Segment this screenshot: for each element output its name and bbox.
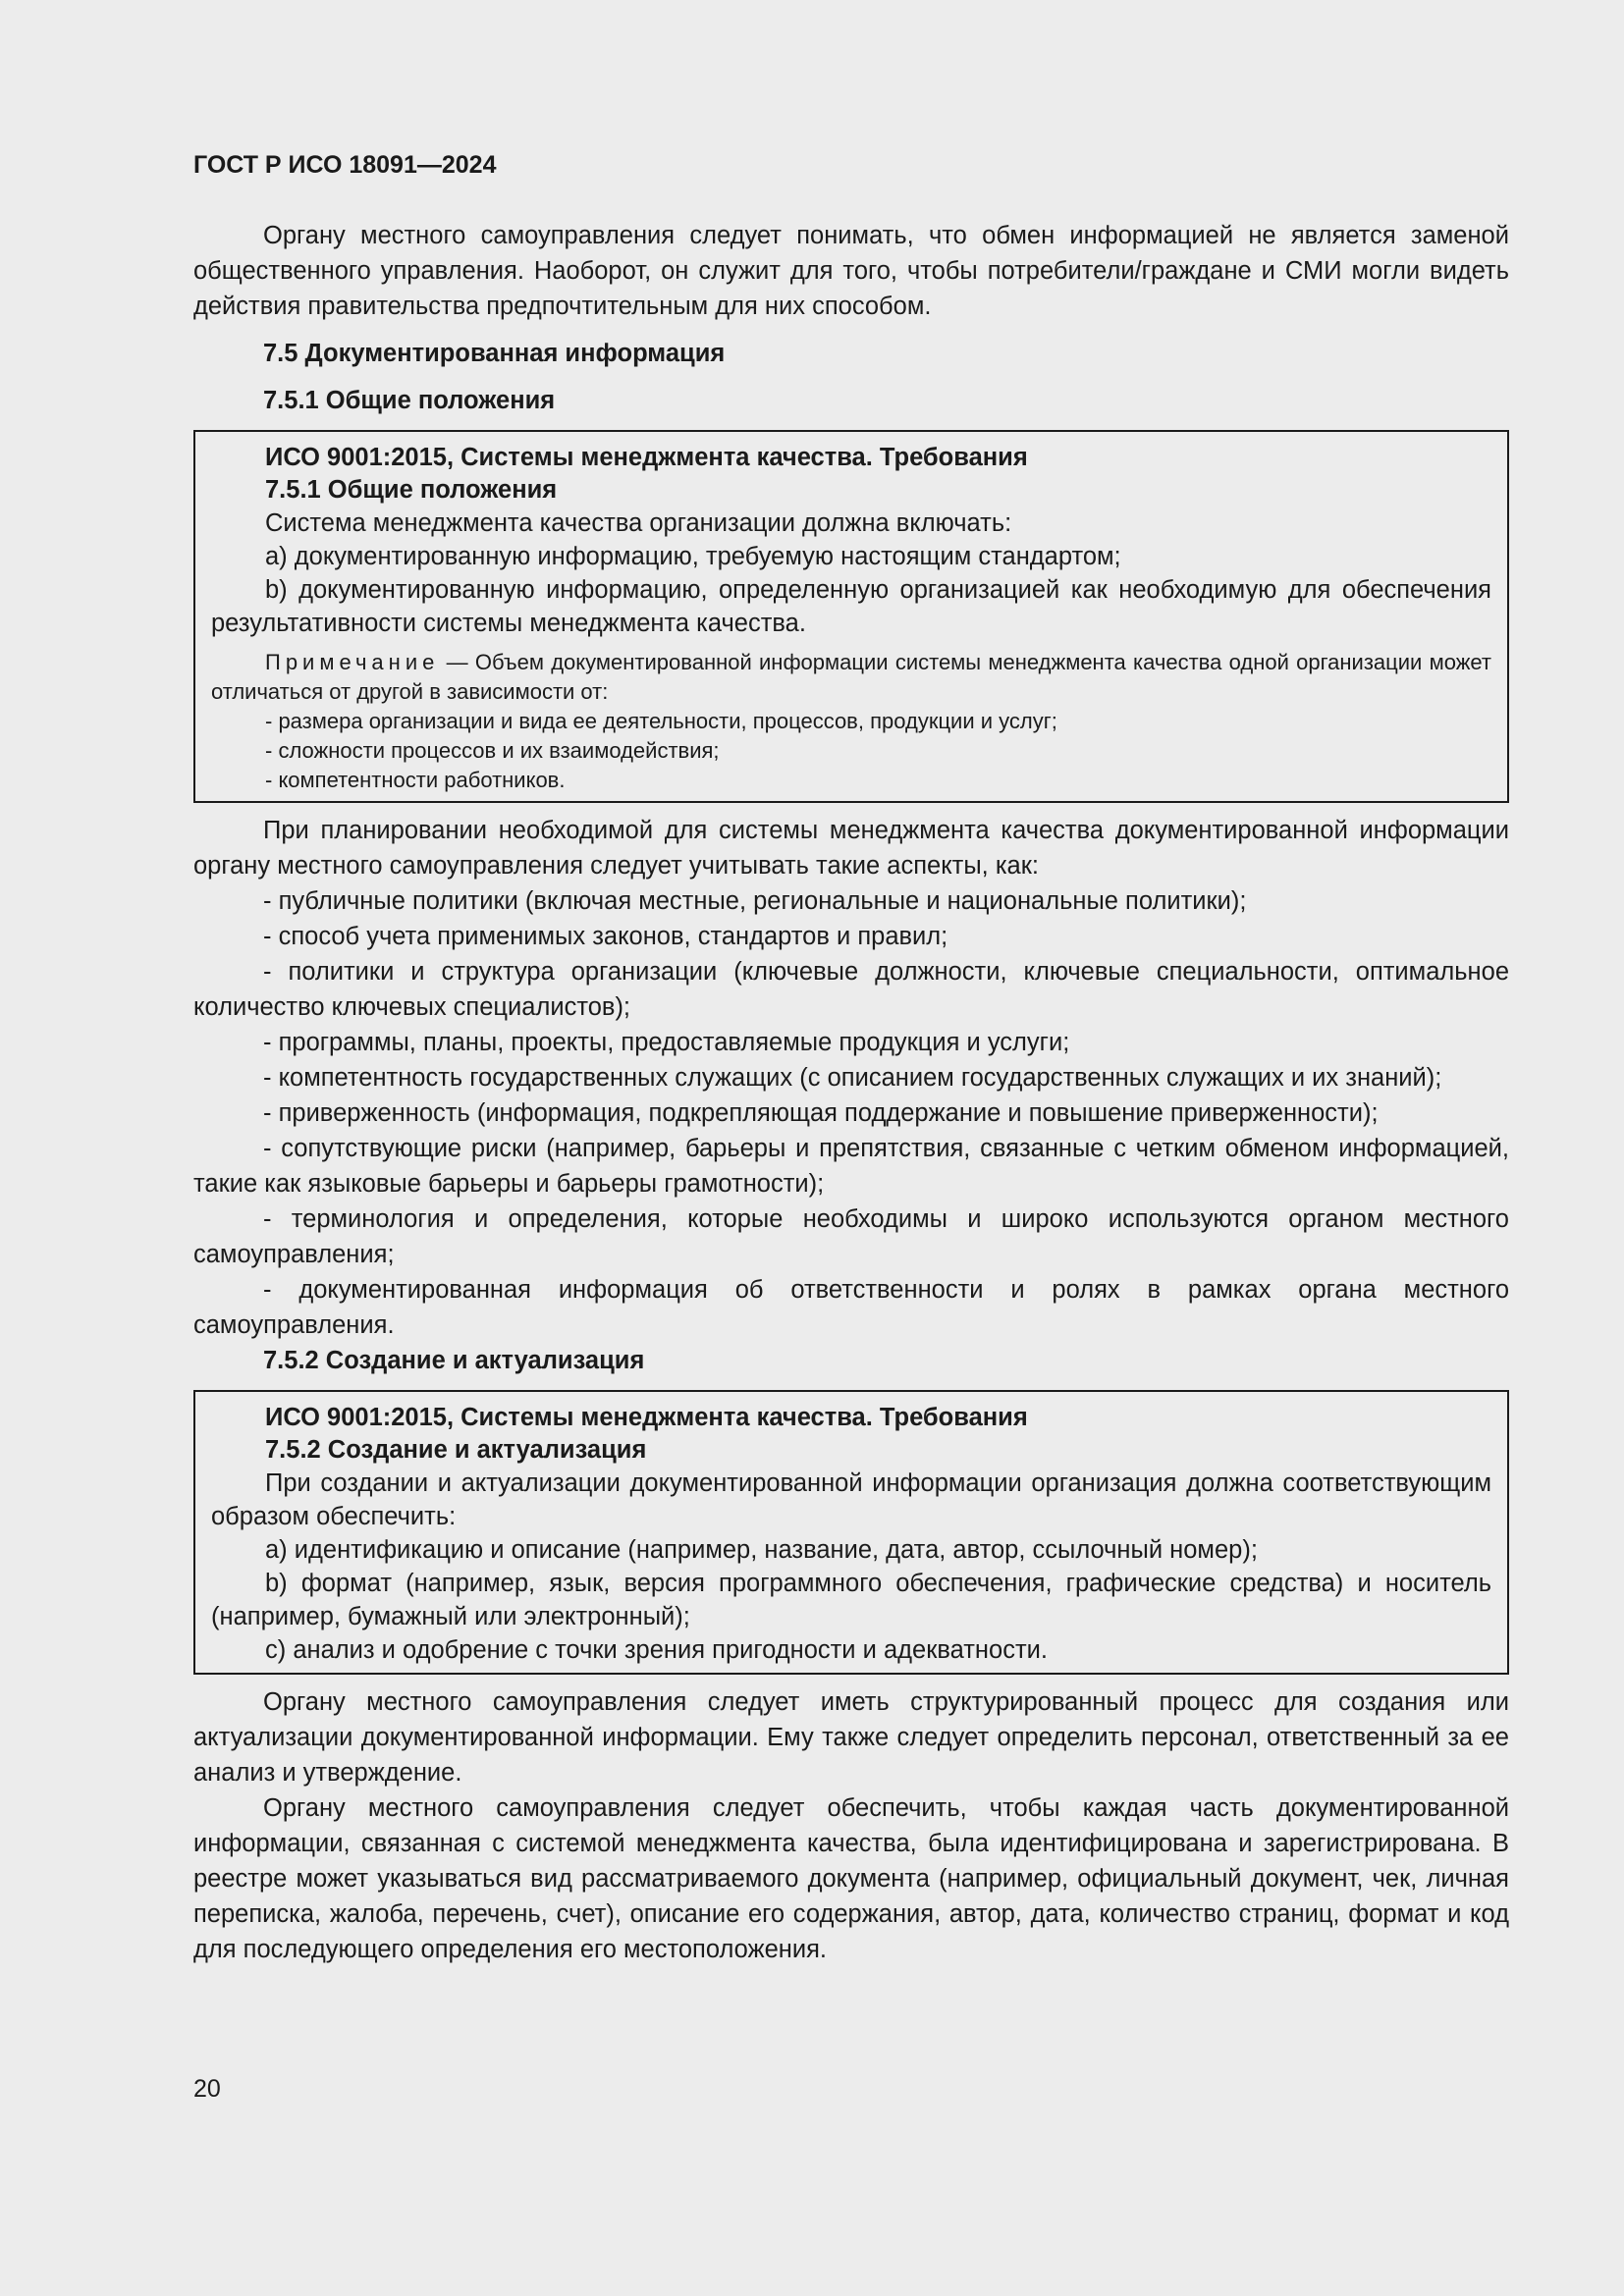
- planning-item: - компетентность государственных служащих (с описанием государственных служащих и их знаний);: [263, 1064, 1442, 1092]
- page-number: 20: [193, 2075, 221, 2103]
- planning-intro: При планировании необходимой для системы менеджмента качества документированной информации органу местного самоуправления следует учитывать такие аспекты, как:: [193, 817, 1509, 880]
- box-item-c: c) анализ и одобрение с точки зрения пригодности и адекватности.: [265, 1636, 1048, 1664]
- planning-item: - приверженность (информация, подкрепляющая поддержание и повышение приверженности);: [263, 1099, 1379, 1127]
- process-paragraph: Органу местного самоуправления следует иметь структурированный процесс для создания или актуализации документированной информации. Ему также следует определить персонал, ответственный за ее анализ и утверждение.: [193, 1688, 1509, 1787]
- note-text: — Объем документированной информации системы менеджмента качества одной организации может отличаться от другой в зависимости от:: [211, 650, 1491, 704]
- iso-quote-box-7-5-2: [193, 1390, 1509, 1675]
- section-heading-7-5-2: 7.5.2 Создание и актуализация: [263, 1347, 645, 1374]
- box-item-a: a) документированную информацию, требуемую настоящим стандартом;: [265, 543, 1121, 570]
- planning-item: - политики и структура организации (ключевые должности, ключевые специальности, оптимальное количество ключевых специалистов);: [193, 958, 1509, 1021]
- section-heading-7-5: 7.5 Документированная информация: [263, 340, 726, 367]
- box-title: ИСО 9001:2015, Системы менеджмента качества. Требования: [265, 1404, 1028, 1431]
- note-item: - сложности процессов и их взаимодействия;: [265, 738, 720, 763]
- box-lead: При создании и актуализации документированной информации организация должна соответствующим образом обеспечить:: [211, 1469, 1491, 1530]
- intro-paragraph: Органу местного самоуправления следует понимать, что обмен информацией не является заменой общественного управления. Наоборот, он служит для того, чтобы потребители/граждане и СМИ могли видеть действия правительства предпочтительным для них способом.: [193, 222, 1509, 320]
- box-subtitle: 7.5.2 Создание и актуализация: [265, 1436, 647, 1464]
- planning-item: - публичные политики (включая местные, региональные и национальные политики);: [263, 887, 1247, 915]
- section-heading-7-5-1: 7.5.1 Общие положения: [263, 387, 556, 414]
- box-item-a: a) идентификацию и описание (например, название, дата, автор, ссылочный номер);: [265, 1536, 1258, 1564]
- document-page: [193, 147, 1509, 1967]
- note-item: - размера организации и вида ее деятельности, процессов, продукции и услуг;: [265, 709, 1057, 733]
- box-subtitle: 7.5.1 Общие положения: [265, 476, 558, 504]
- box-title: ИСО 9001:2015, Системы менеджмента качества. Требования: [265, 444, 1028, 471]
- box-note: [211, 648, 1491, 707]
- document-header: ГОСТ Р ИСО 18091—2024: [193, 151, 497, 179]
- box-item-b: b) документированную информацию, определенную организацией как необходимую для обеспечения результативности системы менеджмента качества.: [211, 576, 1491, 637]
- note-item: - компетентности работников.: [265, 768, 566, 792]
- planning-item: - программы, планы, проекты, предоставляемые продукция и услуги;: [263, 1029, 1070, 1056]
- register-paragraph: Органу местного самоуправления следует обеспечить, чтобы каждая часть документированной информации, связанная с системой менеджмента качества, была идентифицирована и зарегистрирована. В реестре может указываться вид рассматриваемого документа (например, официальный документ, чек, личная переписка, жалоба, перечень, счет), описание его содержания, автор, дата, количество страниц, формат и код для последующего определения его местоположения.: [193, 1794, 1509, 1963]
- box-item-b: b) формат (например, язык, версия программного обеспечения, графические средства) и носитель (например, бумажный или электронный);: [211, 1570, 1491, 1630]
- box-lead: Система менеджмента качества организации должна включать:: [265, 509, 1012, 537]
- iso-quote-box-7-5-1: [193, 430, 1509, 803]
- planning-item: - сопутствующие риски (например, барьеры и препятствия, связанные с четким обменом информацией, такие как языковые барьеры и барьеры грамотности);: [193, 1135, 1509, 1198]
- note-label: Примечание: [265, 650, 440, 674]
- planning-item: - терминология и определения, которые необходимы и широко используются органом местного самоуправления;: [193, 1205, 1509, 1268]
- planning-item: - документированная информация об ответственности и ролях в рамках органа местного самоуправления.: [193, 1276, 1509, 1339]
- planning-item: - способ учета применимых законов, стандартов и правил;: [263, 923, 948, 950]
